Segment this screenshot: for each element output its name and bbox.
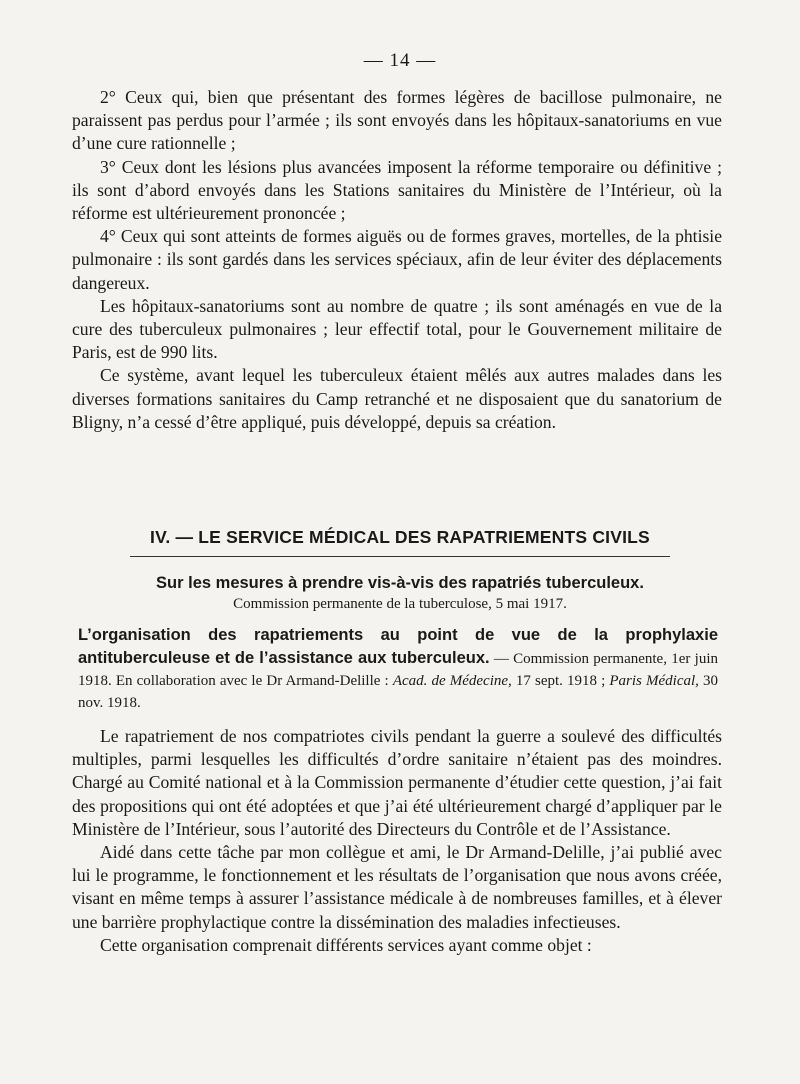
heading-rule (130, 556, 670, 557)
subsection-title: L’organisation des rapatriements au point de vue de la prophylaxie antituberculeuse et de l’assistance aux tuberculeux. (78, 626, 718, 667)
paragraph: Aidé dans cette tâche par mon collègue et ami, le Dr Armand-Delille, j’ai publié avec lui le programme, le fonctionnement et les résultats de l’organisation que nous avons créée, visant en même temps à assurer l’assistance médicale à de nombreuses familles, et à élever une barrière prophylactique contre la dissémination des maladies infectieuses. (72, 842, 722, 932)
body-text-top (72, 86, 722, 434)
paragraph: 3° Ceux dont les lésions plus avancées imposent la réforme temporaire ou définitive ; ils sont d’abord envoyés dans les Stations sanitaires du Ministère de l’Intérieur, où la réforme est ultérieurement prononcée ; (72, 156, 722, 224)
section-heading: IV. — LE SERVICE MÉDICAL DES RAPATRIEMENTS CIVILS (150, 527, 650, 547)
subsection-source-date: 17 sept. 1918 ; (511, 673, 610, 689)
paragraph: 2° Ceux qui, bien que présentant des formes légères de bacillose pulmonaire, ne paraissent pas perdus pour l’armée ; ils sont envoyés dans les hôpitaux-sanatoriums en vue d’une cure rationnelle ; (72, 87, 722, 154)
body-text-bottom (72, 725, 722, 957)
subsection-title: Sur les mesures à prendre vis-à-vis des rapatriés tuberculeux. (156, 574, 644, 592)
paragraph: Les hôpitaux-sanatoriums sont au nombre de quatre ; ils sont aménagés en vue de la cure des tuberculeux pulmonaires ; leur effectif total, pour le Gouvernement militaire de Paris, est de 990 lits. (72, 295, 722, 363)
subsection-source: Commission permanente de la tuberculose, 5 mai 1917. (233, 596, 567, 612)
journal-name: Paris Médical, (609, 673, 699, 689)
journal-name: Acad. de Médecine, (392, 673, 512, 689)
paragraph: 4° Ceux qui sont atteints de formes aiguës ou de formes graves, mortelles, de la phtisie pulmonaire : ils sont gardés dans les services spéciaux, afin de leur éviter des déplacements dangereux. (72, 226, 722, 293)
paragraph: Ce système, avant lequel les tuberculeux étaient mêlés aux autres malades dans les diverses formations sanitaires du Camp retranché et ne disposaient que du sanatorium de Bligny, n’a cessé d’être appliqué, puis développé, depuis sa création. (72, 365, 722, 432)
paragraph: Le rapatriement de nos compatriotes civils pendant la guerre a soulevé des difficultés multiples, parmi lesquelles les difficultés d’ordre sanitaire n’étaient pas des moindres. Chargé au Comité national et à la Commission permanente d’étudier cette question, j’ai fait des propositions qui ont été adoptées et que j’ai été ultérieurement chargé d’appliquer par le Ministère de l’Intérieur, sous l’autorité des Directeurs du Contrôle et de l’Assistance. (72, 726, 722, 839)
subsection-source: — Commission permanente, 1er juin 1918. En collaboration avec le Dr Armand-Delille : (78, 651, 718, 689)
paragraph: Cette organisation comprenait différents services ayant comme objet : (100, 934, 592, 955)
subsection-entry (78, 624, 718, 714)
subsection-source-date: 30 nov. 1918. (78, 673, 719, 711)
page-number: — 14 — (363, 50, 437, 71)
